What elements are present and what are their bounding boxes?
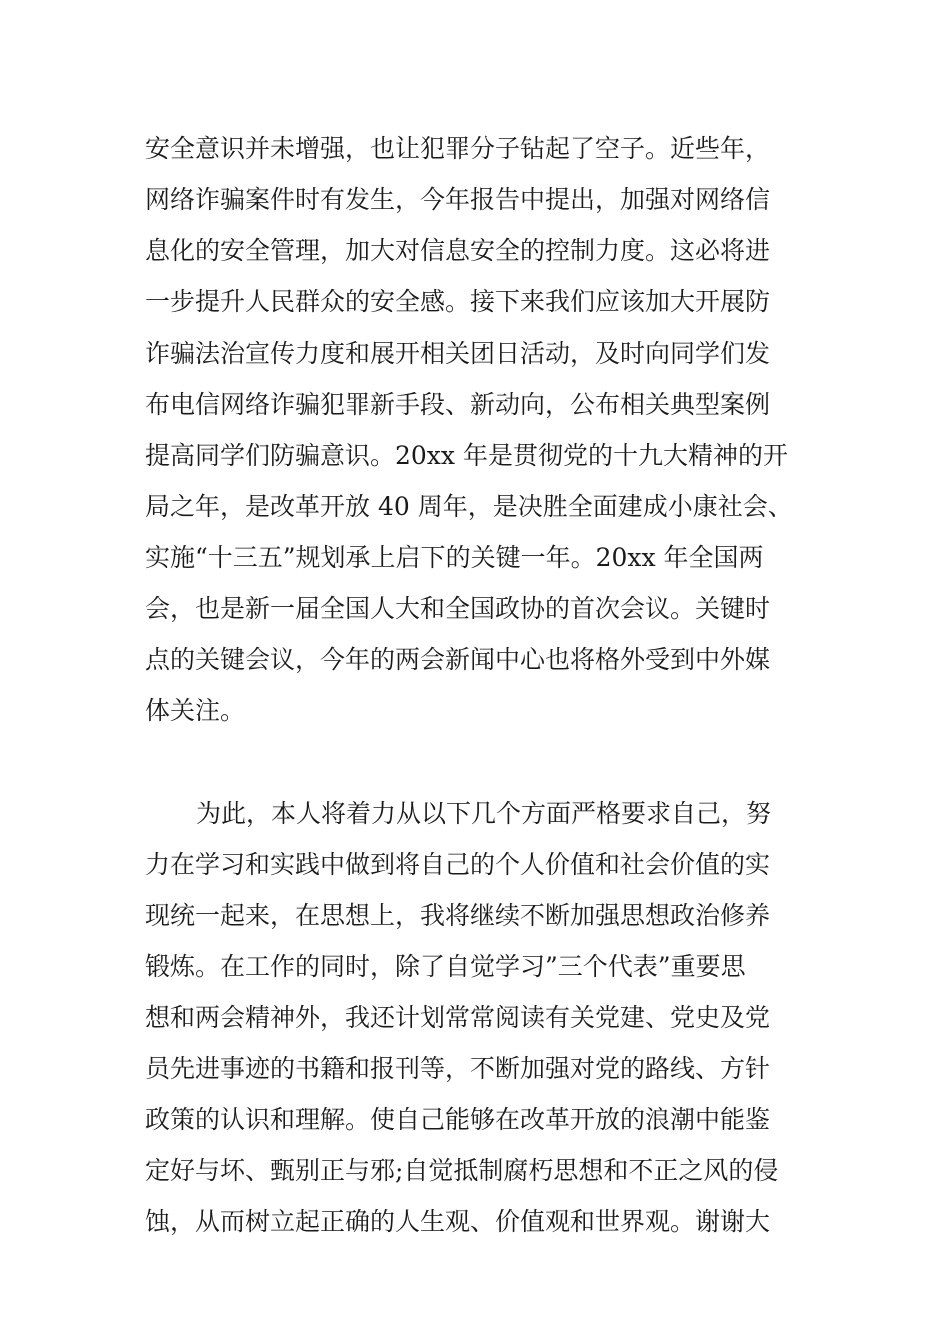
- paragraph-1-line-3: 息化的安全管理，加大对信息安全的控制力度。这必将进: [145, 236, 771, 265]
- paragraph-2-line-6: 员先进事迹的书籍和报刊等，不断加强对党的路线、方针: [145, 1054, 771, 1083]
- paragraph-2-line-4: 锻炼。在工作的同时，除了自觉学习”三个代表”重要思: [145, 952, 746, 981]
- paragraph-2-line-7: 政策的认识和理解。使自己能够在改革开放的浪潮中能鉴: [145, 1105, 771, 1134]
- paragraph-1-line-6: 布电信网络诈骗犯罪新手段、新动向，公布相关典型案例: [145, 390, 771, 419]
- paragraph-2-line-5: 想和两会精神外，我还计划常常阅读有关党建、党史及党: [145, 1003, 771, 1032]
- paragraph-1-line-11: 点的关键会议，今年的两会新闻中心也将格外受到中外媒: [145, 645, 771, 674]
- paragraph-1-line-2: 网络诈骗案件时有发生，今年报告中提出，加强对网络信: [145, 185, 771, 214]
- paragraph-2-line-2: 力在学习和实践中做到将自己的个人价值和社会价值的实: [145, 850, 771, 879]
- paragraph-1-line-7: 提高同学们防骗意识。20xx 年是贯彻党的十九大精神的开: [145, 441, 788, 470]
- paragraph-1-line-8: 局之年，是改革开放 40 周年，是决胜全面建成小康社会、: [145, 492, 793, 521]
- paragraph-1-line-9: 实施“十三五”规划承上启下的关键一年。20xx 年全国两: [145, 543, 764, 572]
- paragraph-1-line-12: 体关注。: [145, 696, 246, 725]
- paragraph-1-line-4: 一步提升人民群众的安全感。接下来我们应该加大开展防: [145, 287, 771, 316]
- paragraph-2-line-8: 定好与坏、甄别正与邪;自觉抵制腐朽思想和不正之风的侵: [145, 1156, 779, 1185]
- paragraph-2-line-1: 为此，本人将着力从以下几个方面严格要求自己，努: [196, 799, 772, 828]
- paragraph-1-line-5: 诈骗法治宣传力度和展开相关团日活动，及时向同学们发: [145, 339, 771, 368]
- paragraph-2-line-9: 蚀，从而树立起正确的人生观、价值观和世界观。谢谢大: [145, 1207, 771, 1236]
- paragraph-1-line-1: 安全意识并未增强，也让犯罪分子钻起了空子。近些年，: [145, 134, 771, 163]
- paragraph-1-line-10: 会，也是新一届全国人大和全国政协的首次会议。关键时: [145, 594, 771, 623]
- paragraph-2-line-3: 现统一起来，在思想上，我将继续不断加强思想政治修养: [145, 901, 771, 930]
